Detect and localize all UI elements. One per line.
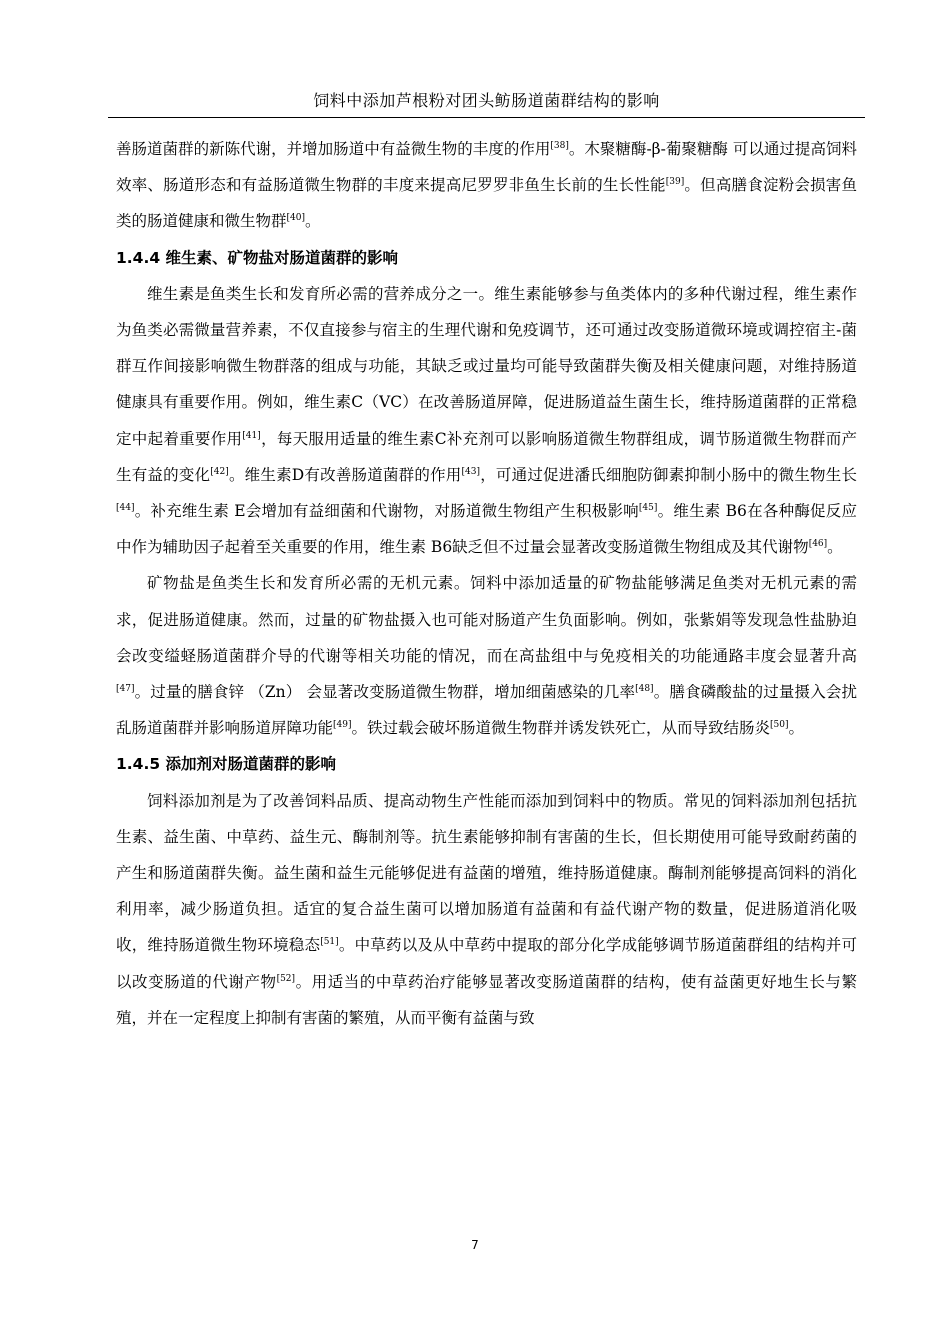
citation-ref: [44] bbox=[116, 503, 135, 514]
text-run: ，可通过促进潘氏细胞防御素抑制小肠中的微生物生长 bbox=[479, 465, 857, 484]
citation-ref: [40] bbox=[286, 213, 305, 224]
citation-ref: [49] bbox=[333, 720, 352, 731]
section-heading bbox=[116, 240, 857, 276]
body-paragraph bbox=[116, 565, 857, 746]
text-run: 1.4.5 添加剂对肠道菌群的影响 bbox=[116, 755, 337, 774]
text-run: 维生素是鱼类生长和发育所必需的营养成分之一。维生素能够参与鱼类体内的多种代谢过程，维生素作为鱼类必需微量营养素，不仅直接参与宿主的生理代谢和免疫调节，还可通过改变肠道微环境或调控宿主-菌群互作间接影响微生物群落的组成与功能，其缺乏或过量均可能导致菌群失衡及相关健康问题，对维持肠道健康具有重要作用。例如，维生素C（VC）在改善肠道屏障，促进肠道益生菌生长，维持肠道菌群的正常稳定中起着重要作用 bbox=[116, 284, 857, 448]
citation-ref: [46] bbox=[808, 539, 828, 550]
text-run: 。铁过载会破坏肠道微生物群并诱发铁死亡，从而导致结肠炎 bbox=[351, 719, 771, 738]
citation-ref: [42] bbox=[210, 466, 229, 477]
text-run: 。维生素 B6在各种酶促反应中作为辅助因子起着至关重要的作用，维生素 B6缺乏但不过量会显著改变肠道微生物组成及其代谢物 bbox=[116, 502, 858, 557]
text-run: 。但高膳食淀粉会损害鱼类的肠道健康和微生物群 bbox=[116, 176, 857, 231]
text-run: 1.4.4 维生素、矿物盐对肠道菌群的影响 bbox=[116, 248, 399, 267]
document-body bbox=[116, 131, 857, 1036]
text-run: 。过量的膳食锌 （Zn） 会显著改变肠道微生物群，增加细菌感染的几率 bbox=[134, 683, 636, 702]
text-run: 矿物盐是鱼类生长和发育所必需的无机元素。饲料中添加适量的矿物盐能够满足鱼类对无机元素的需求，促进肠道健康。然而，过量的矿物盐摄入也可能对肠道产生负面影响。例如，张紫娟等发现急性盐胁迫会改变缢蛏肠道菌群介导的代谢等相关功能的情况，而在高盐组中与免疫相关的功能通路丰度会显著升高 bbox=[116, 574, 857, 665]
text-run: ，每天服用适量的维生素C补充剂可以影响肠道微生物群组成，调节肠道微生物群而产生有益的变化 bbox=[116, 429, 857, 484]
text-run: 。膳食磷酸盐的过量摄入会扰乱肠道菌群并影响肠道屏障功能 bbox=[116, 683, 857, 738]
citation-ref: [43] bbox=[461, 466, 480, 477]
body-paragraph bbox=[116, 783, 857, 1036]
text-run: 。 bbox=[788, 719, 805, 738]
body-paragraph bbox=[116, 131, 857, 240]
citation-ref: [47] bbox=[116, 684, 135, 695]
text-run: 。 bbox=[305, 212, 321, 231]
text-run: 饲料添加剂是为了改善饲料品质、提高动物生产性能而添加到饲料中的物质。常见的饲料添加剂包括抗生素、益生菌、中草药、益生元、酶制剂等。抗生素能够抑制有害菌的生长，但长期使用可能导致耐药菌的产生和肠道菌群失衡。益生菌和益生元能够促进有益菌的增殖，维持肠道健康。酶制剂能够提高饲料的消化利用率，减少肠道负担。适宜的复合益生菌可以增加肠道有益菌和有益代谢产物的数量，促进肠道消化吸收，维持肠道微生物环境稳态 bbox=[116, 791, 857, 955]
text-run: 。 bbox=[827, 538, 843, 557]
text-run: 。中草药以及从中草药中提取的部分化学成能够调节肠道菌群组的结构并可以改变肠道的代谢产物 bbox=[116, 936, 857, 991]
citation-ref: [51] bbox=[320, 937, 339, 948]
citation-ref: [39] bbox=[665, 177, 685, 188]
text-run: 。补充维生素 E会增加有益细菌和代谢物，对肠道微生物组产生积极影响 bbox=[134, 502, 639, 521]
citation-ref: [41] bbox=[242, 430, 261, 441]
body-paragraph bbox=[116, 276, 857, 566]
citation-ref: [45] bbox=[638, 503, 658, 514]
citation-ref: [52] bbox=[276, 973, 296, 984]
section-heading bbox=[116, 746, 857, 782]
header-rule bbox=[108, 117, 865, 118]
page-number: 7 bbox=[471, 1238, 479, 1252]
text-run: 。维生素D有改善肠道菌群的作用 bbox=[228, 465, 462, 484]
text-run: 善肠道菌群的新陈代谢，并增加肠道中有益微生物的丰度的作用 bbox=[116, 140, 551, 158]
citation-ref: [38] bbox=[550, 141, 569, 151]
text-run: 。用适当的中草药治疗能够显著改变肠道菌群的结构，使有益菌更好地生长与繁殖，并在一定程度上抑制有害菌的繁殖，从而平衡有益菌与致 bbox=[116, 972, 857, 1027]
text-run: 。木聚糖酶-β-葡聚糖酶 可以通过提高饲料效率、肠道形态和有益肠道微生物群的丰度来提高尼罗罗非鱼生长前的生长性能 bbox=[116, 140, 857, 195]
citation-ref: [48] bbox=[635, 684, 654, 695]
running-header: 饲料中添加芦根粉对团头鲂肠道菌群结构的影响 bbox=[313, 91, 660, 110]
citation-ref: [50] bbox=[770, 720, 789, 731]
